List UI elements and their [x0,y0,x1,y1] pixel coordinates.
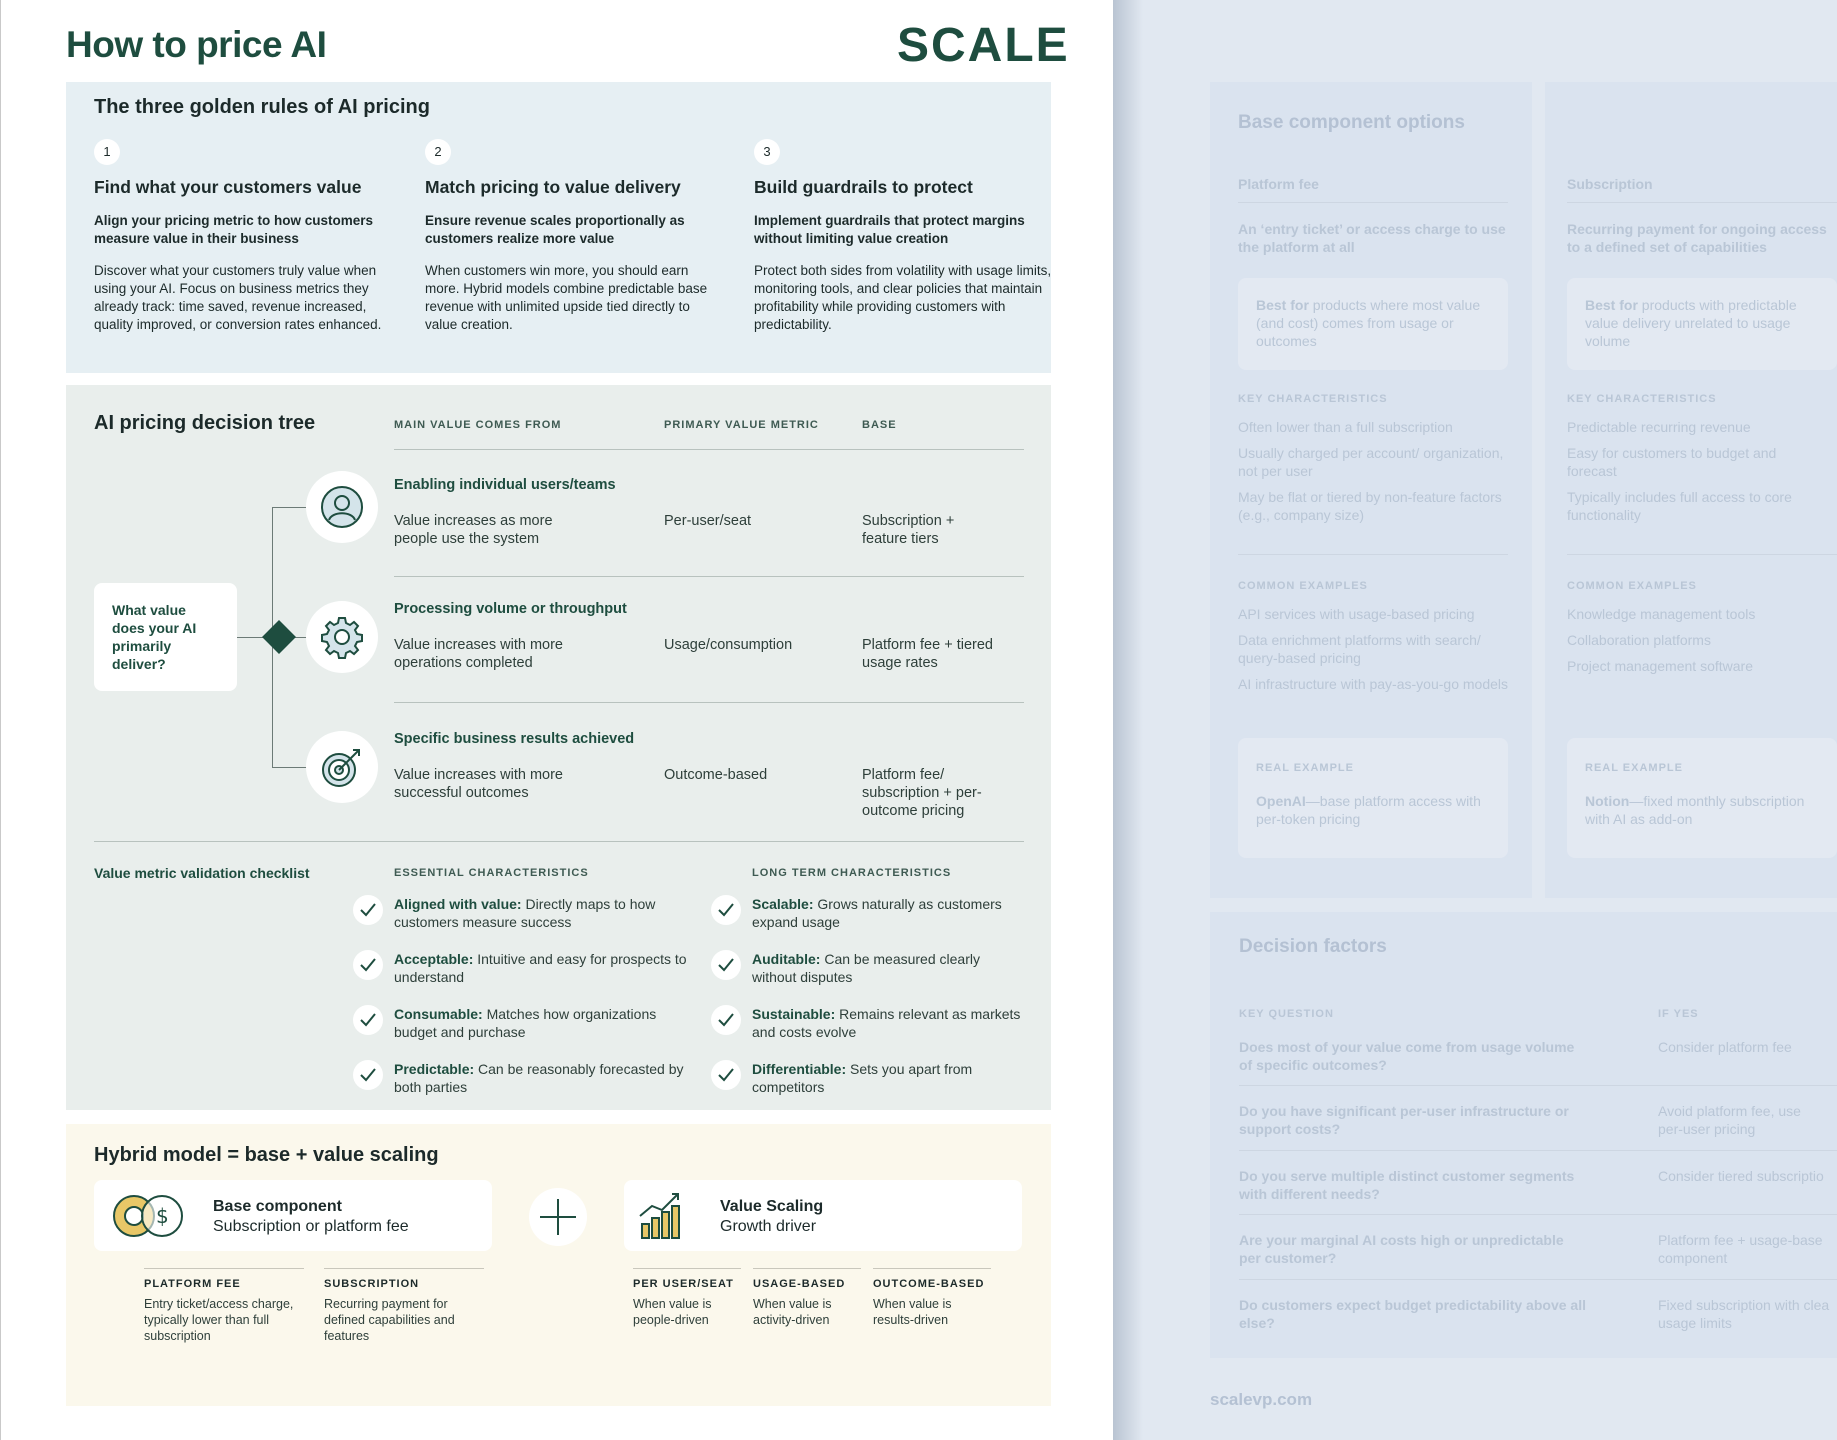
value-option [873,1268,991,1328]
platform-fee-desc: An ‘entry ticket’ or access charge to use the platform at all [1238,221,1506,255]
item-label: Scalable: [752,896,814,912]
option-head: OUTCOME-BASED [873,1278,985,1290]
divider [394,702,1024,703]
rule-body: Protect both sides from volatility with usage limits, monitoring tools, and clear policies that maintain profitability while providing customers with predictability. [754,263,1052,332]
checklist-title: Value metric validation checklist [94,865,310,881]
divider [394,576,1024,577]
list-item: Data enrichment platforms with search/ query-based pricing [1238,632,1481,666]
list-item: Project management software [1567,658,1753,674]
row-title: Processing volume or throughput [394,601,627,617]
hybrid-title: Hybrid model = base + value scaling [94,1144,439,1166]
item-label: Consumable: [394,1006,483,1022]
subscription-name: Subscription [1567,176,1653,192]
common-examples-list [1238,605,1508,701]
key-characteristics-label: KEY CHARACTERISTICS [1567,393,1717,405]
divider [1239,1279,1837,1280]
subscription-desc: Recurring payment for ongoing access to a defined set of capabilities [1567,221,1827,255]
question-box: What value does your AI primarily deliver? [94,583,237,691]
item-label: Auditable: [752,951,821,967]
platform-fee-name: Platform fee [1238,176,1319,192]
subscription-panel [1545,82,1837,898]
page-shadow [1113,0,1143,1440]
row-desc: Value increases with more successful outcomes [394,767,563,801]
rule-body: Discover what your customers truly value when using your AI. Focus on business metrics they already track: time saved, revenue increased, quality improved, or conversion rates enhanced. [94,263,382,332]
growth-chart-icon [638,1190,688,1242]
real-example-label: REAL EXAMPLE [1256,762,1354,774]
option-body: Entry ticket/access charge, typically lower than full subscription [144,1297,294,1343]
list-item: Usually charged per account/ organization, not per user [1238,445,1504,479]
rule-number: 3 [754,139,780,165]
gear-dollar-icon [108,1190,188,1242]
divider [1567,202,1837,203]
plus-icon [529,1188,587,1246]
option-body: When value is results-driven [873,1297,952,1327]
check-icon [353,1060,383,1090]
base-card-subtitle: Subscription or platform fee [213,1218,409,1235]
row-title: Enabling individual users/teams [394,477,616,493]
factor-answer: Consider tiered subscriptio [1658,1168,1824,1184]
option-head: USAGE-BASED [753,1278,846,1290]
scale-logo: SCALE [897,19,1070,72]
gear-icon [306,601,378,673]
golden-rules-heading: The three golden rules of AI pricing [94,96,430,118]
item-text: Sets you apart from competitors [752,1061,973,1095]
list-item: Often lower than a full subscription [1238,419,1453,435]
option-head: SUBSCRIPTION [324,1278,420,1290]
factor-answer: Fixed subscription with clea usage limits [1658,1297,1830,1331]
option-head: PLATFORM FEE [144,1278,241,1290]
row-title: Specific business results achieved [394,731,635,747]
real-example-card [1567,738,1837,858]
row-base: Platform fee/ subscription + per-outcome pricing [862,767,982,819]
page-title: How to price AI [66,24,327,65]
real-example-label: REAL EXAMPLE [1585,762,1683,774]
best-for-label: Best for [1585,297,1638,313]
value-card-subtitle: Growth driver [720,1218,817,1235]
divider [1239,1085,1837,1086]
col-header-main-value: MAIN VALUE COMES FROM [394,419,562,431]
real-example-card [1238,738,1508,858]
longterm-header: LONG TERM CHARACTERISTICS [752,867,952,879]
rule-title: Build guardrails to protect [754,177,973,197]
value-option [633,1268,741,1328]
key-characteristics-list [1238,418,1508,532]
if-yes-header: IF YES [1658,1008,1699,1020]
list-item: API services with usage-based pricing [1238,606,1475,622]
rule-1 [94,139,394,334]
row-base: Platform fee + tiered usage rates [862,637,993,671]
factor-question: Does most of your value come from usage volume of specific outcomes? [1239,1039,1575,1073]
tree-connector [272,767,310,768]
factor-question: Do customers expect budget predictability above all else? [1239,1297,1586,1331]
factor-question: Do you have significant per-user infrastructure or support costs? [1239,1103,1569,1137]
base-card-title: Base component [213,1198,342,1215]
target-icon [306,731,378,803]
rule-3 [754,139,1054,334]
real-example-text: —fixed monthly subscription with AI as add-on [1585,793,1805,827]
list-item: Predictable recurring revenue [1567,419,1751,435]
rule-subtitle: Ensure revenue scales proportionally as customers realize more value [425,213,685,246]
option-body: When value is people-driven [633,1297,712,1327]
divider [1238,554,1508,555]
item-label: Aligned with value: [394,896,522,912]
row-base: Subscription + feature tiers [862,513,955,547]
tree-connector [272,507,310,508]
key-characteristics-list [1567,418,1827,532]
row-metric: Per-user/seat [664,513,752,529]
golden-rules-section [66,82,1051,373]
item-label: Differentiable: [752,1061,847,1077]
best-for-card [1567,278,1837,370]
rule-title: Match pricing to value delivery [425,177,681,197]
list-item: Collaboration platforms [1567,632,1711,648]
divider [1567,554,1837,555]
divider [1238,202,1508,203]
value-option [753,1268,861,1328]
option-body: When value is activity-driven [753,1297,832,1327]
col-header-base: BASE [862,419,897,431]
factor-question: Do you serve multiple distinct customer segments with different needs? [1239,1168,1575,1202]
user-icon [306,471,378,543]
real-example-name: Notion [1585,793,1630,809]
item-text: Intuitive and easy for prospects to understand [394,951,687,985]
item-label: Predictable: [394,1061,475,1077]
rule-subtitle: Align your pricing metric to how customers measure value in their business [94,213,374,246]
divider [94,841,1024,842]
value-card-title: Value Scaling [720,1198,824,1215]
best-for-text: products where most value (and cost) comes from usage or outcomes [1256,297,1481,349]
decision-tree-section [66,385,1051,1110]
real-example-name: OpenAI [1256,793,1306,809]
footer-url: scalevp.com [1210,1390,1313,1409]
item-text: Matches how organizations budget and purchase [394,1006,657,1040]
decision-factors-title: Decision factors [1239,936,1387,957]
check-icon [711,950,741,980]
common-examples-label: COMMON EXAMPLES [1567,580,1697,592]
list-item: Easy for customers to budget and forecast [1567,445,1777,479]
rule-subtitle: Implement guardrails that protect margins without limiting value creation [754,213,1025,246]
row-desc: Value increases with more operations completed [394,637,563,671]
decision-diamond [262,620,296,654]
rule-title: Find what your customers value [94,177,362,197]
item-label: Acceptable: [394,951,474,967]
option-head: PER USER/SEAT [633,1278,734,1290]
divider [1239,1150,1837,1151]
factor-answer: Avoid platform fee, use per-user pricing [1658,1103,1801,1137]
list-item: Typically includes full access to core functionality [1567,489,1792,523]
list-item: AI infrastructure with pay-as-you-go models [1238,676,1508,692]
decision-tree-title: AI pricing decision tree [94,412,316,434]
factor-question: Are your marginal AI costs high or unpredictable per customer? [1239,1232,1564,1266]
best-for-text: products with predictable value delivery unrelated to usage volume [1585,297,1797,349]
platform-fee-panel [1210,82,1532,898]
rule-2 [425,139,725,334]
check-icon [353,895,383,925]
value-scaling-card [624,1180,1022,1251]
common-examples-list [1567,605,1827,683]
item-text: Remains relevant as markets and costs evolve [752,1006,1021,1040]
item-text: Directly maps to how customers measure success [394,896,656,930]
base-component-card [94,1180,492,1251]
svg-text:$: $ [156,1204,169,1228]
hybrid-model-section [66,1124,1051,1406]
row-desc: Value increases as more people use the system [394,513,553,547]
item-text: Can be reasonably forecasted by both parties [394,1061,684,1095]
best-for-card [1238,278,1508,370]
row-metric: Usage/consumption [664,637,793,653]
common-examples-label: COMMON EXAMPLES [1238,580,1368,592]
factor-answer: Platform fee + usage-base component [1658,1232,1823,1266]
real-example-text: —base platform access with per-token pricing [1256,793,1481,827]
divider [1239,1214,1837,1215]
rule-body: When customers win more, you should earn more. Hybrid models combine predictable base revenue with unlimited upside tied directly to value creation. [425,263,708,332]
option-body: Recurring payment for defined capabilities and features [324,1297,455,1343]
check-icon [353,1005,383,1035]
check-icon [711,895,741,925]
check-icon [711,1005,741,1035]
check-icon [353,950,383,980]
key-question-header: KEY QUESTION [1239,1008,1334,1020]
factor-answer: Consider platform fee [1658,1039,1792,1055]
item-text: Can be measured clearly without disputes [752,951,980,985]
row-metric: Outcome-based [664,767,768,783]
rule-number: 1 [94,139,120,165]
list-item: May be flat or tiered by non-feature factors (e.g., company size) [1238,489,1502,523]
col-header-metric: PRIMARY VALUE METRIC [664,419,819,431]
base-option [144,1268,304,1344]
key-characteristics-label: KEY CHARACTERISTICS [1238,393,1388,405]
check-icon [711,1060,741,1090]
divider [394,449,1024,450]
best-for-label: Best for [1256,297,1309,313]
base-option [324,1268,484,1344]
item-label: Sustainable: [752,1006,836,1022]
base-options-title: Base component options [1238,112,1465,133]
list-item: Knowledge management tools [1567,606,1756,622]
essential-header: ESSENTIAL CHARACTERISTICS [394,867,589,879]
decision-factors-panel [1210,912,1837,1358]
rule-number: 2 [425,139,451,165]
item-text: Grows naturally as customers expand usage [752,896,1002,930]
